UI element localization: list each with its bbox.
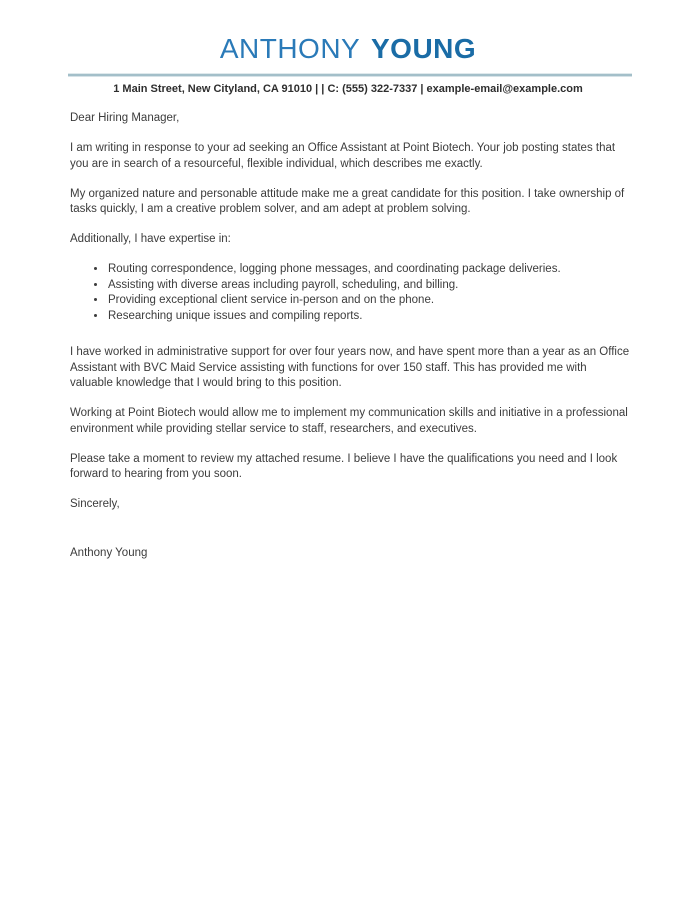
candidate-first-name: ANTHONY <box>219 33 360 64</box>
signature-name: Anthony Young <box>70 546 148 559</box>
paragraph-goals: Working at Point Biotech would allow me to implement my communication skills and initiative in a professional environment while providing stellar service to staff, researchers, and executives. <box>70 407 628 435</box>
candidate-name <box>0 33 696 65</box>
expertise-intro: Additionally, I have expertise in: <box>70 233 231 245</box>
candidate-last-name: YOUNG <box>370 33 477 64</box>
header-divider <box>68 74 632 76</box>
letter-header <box>0 0 696 96</box>
letter-body <box>0 96 696 561</box>
salutation: Dear Hiring Manager, <box>70 112 180 124</box>
list-item: • Assisting with diverse areas including payroll, scheduling, and billing. <box>107 278 632 294</box>
paragraph-experience: I have worked in administrative support for over four years now, and have spent more than a year as an Office Assistant with BVC Maid Service assisting with functions for over 150 staff. This has provided me with valuable knowledge that I would bring to this position. <box>70 346 630 389</box>
paragraph-closing: Please take a moment to review my attached resume. I believe I have the qualifications you need and I look forward to hearing from you soon. <box>70 452 618 480</box>
list-item: • Researching unique issues and compiling reports. <box>107 309 632 325</box>
contact-line: 1 Main Street, New Cityland, CA 91010 | | C: (555) 322-7337 | example-email@example.com <box>113 83 583 95</box>
paragraph-intro: I am writing in response to your ad seeking an Office Assistant at Point Biotech. Your job posting states that you are in search of a resourceful, flexible individual, which describes me exactly. <box>70 142 616 170</box>
list-item: • Routing correspondence, logging phone messages, and coordinating package deliveries. <box>107 262 632 278</box>
valediction: Sincerely, <box>70 498 120 510</box>
paragraph-qualities: My organized nature and personable attitude make me a great candidate for this position. I take ownership of tasks quickly, I am a creative problem solver, and am adept at problem solving. <box>70 187 625 215</box>
list-item: • Providing exceptional client service in-person and on the phone. <box>107 293 632 309</box>
expertise-list <box>70 262 632 324</box>
